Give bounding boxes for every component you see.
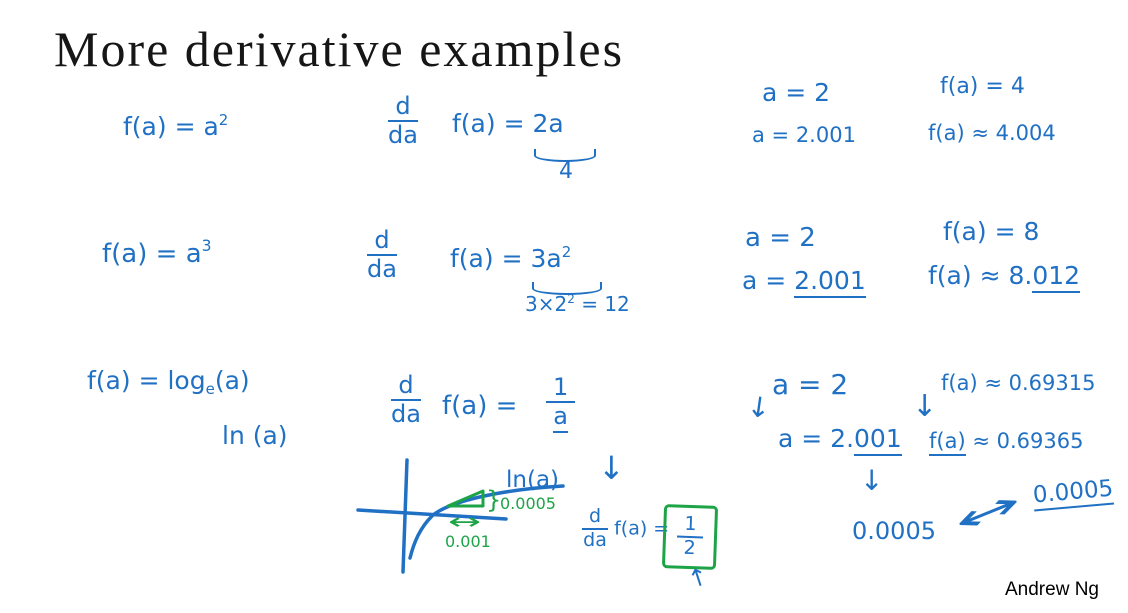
graph-curve-label: ln(a)	[506, 467, 560, 493]
row3-a-nudged-pre: a = 2.	[778, 424, 855, 453]
result-fraction-denominator: 2	[683, 536, 697, 560]
row2-function	[102, 237, 212, 269]
row1-derivative-fraction	[388, 94, 418, 148]
row2-function-base: f(a) = a	[102, 239, 202, 269]
row1-a-nudged-value: a = 2.001	[752, 123, 856, 147]
row3-derivative-denominator: da	[391, 400, 421, 429]
row2-f-nudged-value	[928, 262, 1080, 290]
row3-slope-value: 0.0005	[1032, 477, 1115, 512]
row2-f-nudged-underlined: 012	[1032, 261, 1080, 293]
row1-function-base: f(a) = a	[123, 112, 219, 141]
row2-a-nudged-underlined: 2.001	[794, 266, 866, 298]
row3-a-value: a = 2	[772, 368, 849, 401]
row2-a-nudged-pre: a =	[742, 266, 795, 295]
row1-function-exponent: 2	[218, 110, 229, 129]
row2-function-exponent: 3	[201, 237, 212, 256]
row1-f-value: f(a) = 4	[940, 74, 1025, 99]
row3-derivative-mid: f(a) =	[442, 391, 518, 421]
row2-f-nudged-pre: f(a) ≈ 8.	[928, 261, 1033, 290]
row3-result-lhs	[582, 507, 669, 551]
row3-f-nudged-underlined: f(a)	[929, 429, 966, 456]
down-arrow-icon: ↓	[598, 449, 625, 487]
author-credit: Andrew Ng	[1005, 579, 1099, 600]
row3-f-nudged-rest: ≈ 0.69365	[965, 429, 1084, 453]
row3-function-argument: (a)	[214, 366, 250, 395]
row2-derivative-rhs-base: f(a) = 3a	[450, 244, 562, 273]
graph-rise-label: 0.0005	[500, 494, 556, 513]
row3-reciprocal-numerator: 1	[546, 375, 575, 403]
row3-reciprocal-denominator: a	[553, 402, 568, 433]
graph-run-label: 0.001	[445, 532, 491, 551]
row2-calc-result: = 12	[574, 292, 630, 316]
row3-f-nudged-value	[929, 430, 1083, 453]
row3-derivative-numerator: d	[391, 373, 420, 401]
row2-derivative-fraction	[367, 228, 397, 282]
row3-result-denominator: da	[583, 528, 607, 551]
row1-a-value: a = 2	[762, 78, 831, 107]
row3-result-numerator: d	[582, 507, 608, 530]
row2-derivative-rhs	[450, 242, 572, 273]
row1-underbrace-value: 4	[559, 159, 573, 184]
row2-underbrace-calc	[525, 293, 630, 315]
down-arrow-icon: ↓	[860, 464, 884, 497]
row3-delta-value: 0.0005	[852, 517, 936, 545]
row2-calc-base: 3×2	[525, 292, 568, 316]
row2-derivative-rhs-exponent: 2	[561, 242, 572, 261]
row2-calc-exponent: 2	[567, 291, 575, 306]
row3-derivative-reciprocal	[546, 375, 575, 429]
row1-function	[123, 110, 229, 141]
row1-derivative-denominator: da	[388, 121, 418, 150]
row1-derivative-numerator: d	[388, 94, 417, 122]
row3-a-nudged-underlined: 001	[854, 424, 902, 456]
row2-derivative-numerator: d	[367, 228, 396, 256]
result-highlight-box	[662, 504, 718, 570]
row3-f-value: f(a) ≈ 0.69315	[941, 371, 1096, 395]
down-arrow-icon: ↓	[912, 389, 938, 424]
double-arrow-icon: ↔	[948, 480, 1028, 545]
row2-a-value: a = 2	[745, 223, 816, 253]
row3-derivative-fraction	[391, 373, 421, 427]
row2-derivative-denominator: da	[367, 255, 397, 284]
row2-f-value: f(a) = 8	[943, 217, 1040, 246]
row3-function	[87, 366, 250, 399]
result-fraction-numerator: 1	[677, 515, 704, 539]
graph-y-axis	[403, 460, 407, 572]
row3-function-log-base: e	[205, 380, 215, 399]
up-arrow-icon: ↑	[684, 561, 712, 595]
page-title: More derivative examples	[54, 21, 625, 77]
row3-result-mid: f(a) =	[614, 517, 670, 540]
down-arrow-icon: ↓	[744, 389, 773, 426]
brace-icon: }	[486, 486, 502, 514]
row3-function-ln: ln (a)	[222, 421, 288, 450]
double-arrow-icon: ↔	[448, 510, 482, 535]
row3-function-log: f(a) = log	[87, 366, 206, 395]
row3-a-nudged-value	[778, 425, 902, 453]
row1-derivative-rhs: f(a) = 2a	[452, 109, 564, 138]
row1-f-nudged-value: f(a) ≈ 4.004	[928, 121, 1056, 145]
row2-a-nudged-value	[742, 267, 866, 295]
